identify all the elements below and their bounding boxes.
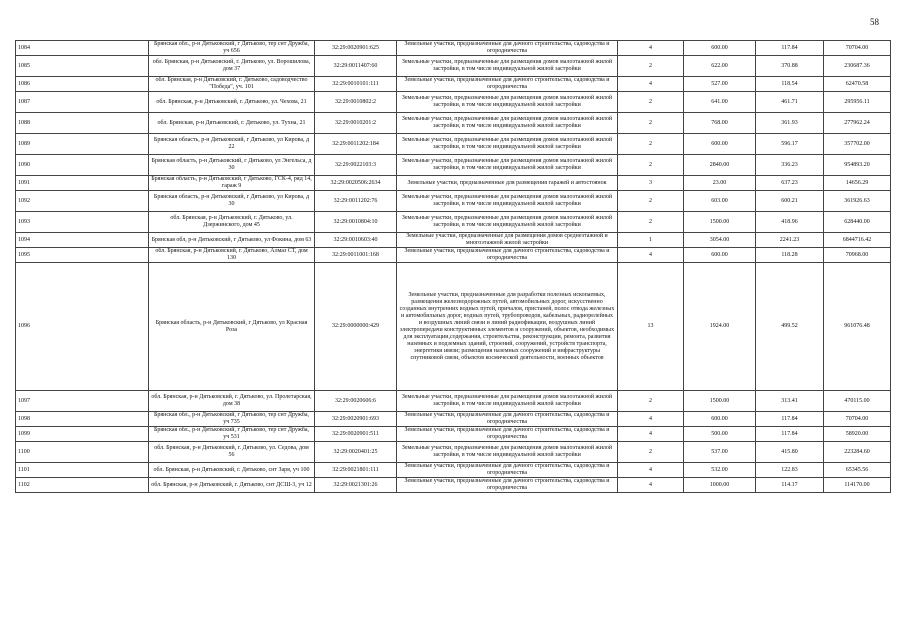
row-cadastral-value: 230687.36 [824, 56, 891, 77]
table-row [16, 92, 891, 113]
row-unit-value: 461.71 [756, 92, 824, 113]
row-category: 2 [618, 92, 684, 113]
row-category: 2 [618, 442, 684, 463]
row-cadastral-number: 32:29:0020901:625 [315, 41, 397, 56]
row-land-use: Земельные участки, предназначенные для дачного строительства, садоводства и огородничества [397, 77, 618, 92]
row-cadastral-number: 32:29:0020606:6 [315, 391, 397, 412]
row-cadastral-number: 32:29:0011202:184 [315, 134, 397, 155]
row-address: Брянская область, р-н Дятьковский, г Дятьково, ул Красная Роза [149, 263, 315, 391]
table-row [16, 412, 891, 427]
row-number: 1093 [16, 212, 149, 233]
table-row [16, 442, 891, 463]
row-cadastral-number: 32:29:0021801:111 [315, 463, 397, 478]
table-row [16, 248, 891, 263]
row-unit-value: 122.83 [756, 463, 824, 478]
row-cadastral-value: 470115.00 [824, 391, 891, 412]
row-number: 1097 [16, 391, 149, 412]
row-number: 1084 [16, 41, 149, 56]
row-unit-value: 600.21 [756, 191, 824, 212]
row-area: 532.00 [684, 463, 756, 478]
row-category: 2 [618, 113, 684, 134]
row-area: 537.00 [684, 442, 756, 463]
row-category: 4 [618, 248, 684, 263]
row-number: 1099 [16, 427, 149, 442]
row-area: 641.00 [684, 92, 756, 113]
row-unit-value: 118.54 [756, 77, 824, 92]
row-address: Брянская область, р-н Дятьковский, г Дятьково, ул Энгельса, д 30 [149, 155, 315, 176]
row-number: 1091 [16, 176, 149, 191]
row-unit-value: 499.52 [756, 263, 824, 391]
row-category: 2 [618, 191, 684, 212]
row-unit-value: 117.84 [756, 41, 824, 56]
table-row [16, 212, 891, 233]
row-land-use: Земельные участки, предназначенные для размещения гаражей и автостоянок [397, 176, 618, 191]
row-address: обл. Брянская, р-н Дятьковский, г. Дятьково, ул. Седова, дом 56 [149, 442, 315, 463]
table-row [16, 463, 891, 478]
row-category: 2 [618, 212, 684, 233]
row-category: 2 [618, 134, 684, 155]
row-land-use: Земельные участки, предназначенные для размещения домов малоэтажной жилой застройки, в том числе индивидуальной жилой застройки [397, 191, 618, 212]
row-unit-value: 415.80 [756, 442, 824, 463]
row-cadastral-number: 32:29:0020506:2634 [315, 176, 397, 191]
row-address: Брянская обл, р-н Дятьковский, г Дятьково, ул Фокина, дом 63 [149, 233, 315, 248]
table-row [16, 233, 891, 248]
row-cadastral-value: 65345.56 [824, 463, 891, 478]
row-land-use: Земельные участки, предназначенные для размещения домов малоэтажной жилой застройки, в том числе индивидуальной жилой застройки [397, 92, 618, 113]
row-category: 4 [618, 77, 684, 92]
row-category: 1 [618, 233, 684, 248]
table-row [16, 56, 891, 77]
row-cadastral-number: 32:29:0020901:511 [315, 427, 397, 442]
row-category: 13 [618, 263, 684, 391]
row-unit-value: 418.96 [756, 212, 824, 233]
row-land-use: Земельные участки, предназначенные для размещения домов малоэтажной жилой застройки, в том числе индивидуальной жилой застройки [397, 155, 618, 176]
row-cadastral-value: 70704.00 [824, 41, 891, 56]
table-body [16, 41, 891, 493]
row-unit-value: 596.17 [756, 134, 824, 155]
table-row [16, 134, 891, 155]
row-category: 4 [618, 412, 684, 427]
row-area: 1500.00 [684, 212, 756, 233]
row-address: обл. Брянская, р-н Дятьковский, г. Дятьково, ул. Ворошилова, дом 37 [149, 56, 315, 77]
row-land-use: Земельные участки, предназначенные для дачного строительства, садоводства и огородничества [397, 478, 618, 493]
row-address: Брянская обл., р-н Дятьковский, г Дятьково, тер снт Дружба, уч 531 [149, 427, 315, 442]
table-row [16, 77, 891, 92]
row-address: обл. Брянская, р-н Дятьковский, г. Дятьково, снт Заря, уч 100 [149, 463, 315, 478]
row-cadastral-value: 295956.11 [824, 92, 891, 113]
row-unit-value: 361.93 [756, 113, 824, 134]
row-cadastral-number: 32:29:0010101:111 [315, 77, 397, 92]
row-address: Брянская область, р-н Дятьковский, г Дятьково, ГСК-4, ряд 14, гараж 9 [149, 176, 315, 191]
land-registry-table [15, 40, 891, 493]
row-unit-value: 637.23 [756, 176, 824, 191]
table-row [16, 478, 891, 493]
row-address: обл. Брянская, р-н Дятьковский, г. Дятьково, садоводчество "Победа", уч. 101 [149, 77, 315, 92]
row-cadastral-value: 58920.00 [824, 427, 891, 442]
row-area: 1500.00 [684, 391, 756, 412]
row-land-use: Земельные участки, предназначенные для разработки полезных ископаемых, размещения железнодорожных путей, автомобильных дорог, искусственно созданных внутренних водных путей, причалов, пристаней, полос отвода железных и автомобильных дорог, водных путей, трубопроводов, кабельных, радиорелейных и воздушных линий связи и линий радиофикации, воздушных линий электропередачи конструктивных элементов и сооружений, объектов, необходимых для эксплуатации,содержания, строительства, реконструкции, ремонта, развития наземных и подземных зданий, строений, сооружений, устройств транспорта, энергетики ивязи; размещения наземных сооружений и инфраструктуры спутниковой связи, объектов космической деятельности, военных объектов [397, 263, 618, 391]
page-number: 58 [870, 17, 879, 27]
row-unit-value: 118.28 [756, 248, 824, 263]
row-category: 3 [618, 176, 684, 191]
row-area: 603.00 [684, 191, 756, 212]
row-land-use: Земельные участки, предназначенные для дачного строительства, садоводства и огородничества [397, 427, 618, 442]
row-category: 2 [618, 56, 684, 77]
row-area: 600.00 [684, 412, 756, 427]
row-cadastral-value: 954893.20 [824, 155, 891, 176]
table-row [16, 155, 891, 176]
row-land-use: Земельные участки, предназначенные для размещения домов малоэтажной жилой застройки, в том числе индивидуальной жилой застройки [397, 442, 618, 463]
row-number: 1088 [16, 113, 149, 134]
row-cadastral-value: 223284.60 [824, 442, 891, 463]
row-unit-value: 2241.23 [756, 233, 824, 248]
row-category: 4 [618, 41, 684, 56]
row-land-use: Земельные участки, предназначенные для размещения домов малоэтажной жилой застройки, в том числе индивидуальной жилой застройки [397, 134, 618, 155]
row-number: 1089 [16, 134, 149, 155]
row-number: 1100 [16, 442, 149, 463]
row-land-use: Земельные участки, предназначенные для дачного строительства, садоводства и огородничества [397, 41, 618, 56]
row-address: обл. Брянская, р-н Дятьковский, г. Дятьково, Алмаз СТ, дом 130 [149, 248, 315, 263]
row-land-use: Земельные участки, предназначенные для дачного строительства, садоводства и огородничества [397, 248, 618, 263]
row-number: 1090 [16, 155, 149, 176]
row-cadastral-value: 628440.00 [824, 212, 891, 233]
row-unit-value: 313.41 [756, 391, 824, 412]
row-cadastral-number: 32:29:0022103:3 [315, 155, 397, 176]
row-area: 1924.00 [684, 263, 756, 391]
row-cadastral-value: 277962.24 [824, 113, 891, 134]
row-area: 600.00 [684, 134, 756, 155]
row-land-use: Земельные участки, предназначенные для размещения домов малоэтажной жилой застройки, в том числе индивидуальной жилой застройки [397, 113, 618, 134]
row-number: 1086 [16, 77, 149, 92]
row-area: 1000.00 [684, 478, 756, 493]
row-category: 4 [618, 427, 684, 442]
row-number: 1095 [16, 248, 149, 263]
row-area: 500.00 [684, 427, 756, 442]
row-area: 2840.00 [684, 155, 756, 176]
row-cadastral-value: 62470.58 [824, 77, 891, 92]
row-number: 1087 [16, 92, 149, 113]
row-category: 2 [618, 155, 684, 176]
row-address: обл. Брянская, р-н Дятьковский, г. Дятьково, снт ДСШ-3, уч 12 [149, 478, 315, 493]
row-cadastral-value: 357702.00 [824, 134, 891, 155]
row-land-use: Земельные участки, предназначенные для дачного строительства, садоводства и огородничества [397, 412, 618, 427]
table-row [16, 391, 891, 412]
row-address: обл. Брянская, р-н Дятьковский, г. Дятьково, ул. Пролетарская, дом 38 [149, 391, 315, 412]
row-cadastral-value: 14656.29 [824, 176, 891, 191]
row-cadastral-number: 32:29:0010603:40 [315, 233, 397, 248]
row-unit-value: 336.23 [756, 155, 824, 176]
row-category: 4 [618, 478, 684, 493]
row-address: Брянская обл., р-н Дятьковский, г Дятьково, тер снт Дружба, уч 735 [149, 412, 315, 427]
row-area: 600.00 [684, 248, 756, 263]
row-number: 1092 [16, 191, 149, 212]
row-category: 2 [618, 391, 684, 412]
row-address: обл. Брянская, р-н Дятьковский, г. Дятьково, ул. Чехова, 21 [149, 92, 315, 113]
table-row [16, 176, 891, 191]
table-row [16, 113, 891, 134]
row-cadastral-number: 32:29:0011407:60 [315, 56, 397, 77]
row-unit-value: 117.84 [756, 412, 824, 427]
table-row [16, 191, 891, 212]
row-cadastral-value: 961076.48 [824, 263, 891, 391]
row-number: 1098 [16, 412, 149, 427]
row-cadastral-number: 32:29:0020901:693 [315, 412, 397, 427]
row-area: 600.00 [684, 41, 756, 56]
row-land-use: Земельные участки, предназначенные для размещения домов среднеэтажной и многоэтажной жилой застройки [397, 233, 618, 248]
row-cadastral-number: 32:29:0011001:168 [315, 248, 397, 263]
row-cadastral-number: 32:29:0011202:76 [315, 191, 397, 212]
row-number: 1101 [16, 463, 149, 478]
row-address: Брянская область, р-н Дятьковский, г Дятьково, ул Кирова, д 30 [149, 191, 315, 212]
row-number: 1094 [16, 233, 149, 248]
row-unit-value: 114.17 [756, 478, 824, 493]
row-cadastral-number: 32:29:0000000:429 [315, 263, 397, 391]
row-cadastral-number: 32:29:0010804:10 [315, 212, 397, 233]
row-address: Брянская обл., р-н Дятьковский, г Дятьково, тер снт Дружба, уч 656 [149, 41, 315, 56]
table-row [16, 41, 891, 56]
row-address: обл. Брянская, р-н Дятьковский, г. Дятьково, ул. Дзержинского, дом 45 [149, 212, 315, 233]
row-land-use: Земельные участки, предназначенные для дачного строительства, садоводства и огородничества [397, 463, 618, 478]
row-land-use: Земельные участки, предназначенные для размещения домов малоэтажной жилой застройки, в том числе индивидуальной жилой застройки [397, 212, 618, 233]
row-cadastral-value: 70968.00 [824, 248, 891, 263]
row-area: 768.00 [684, 113, 756, 134]
row-area: 527.00 [684, 77, 756, 92]
row-area: 3054.00 [684, 233, 756, 248]
row-cadastral-number: 32:29:0010802:2 [315, 92, 397, 113]
row-cadastral-number: 32:29:0010201:2 [315, 113, 397, 134]
row-cadastral-value: 70704.00 [824, 412, 891, 427]
row-area: 23.00 [684, 176, 756, 191]
row-number: 1085 [16, 56, 149, 77]
row-number: 1096 [16, 263, 149, 391]
row-area: 622.00 [684, 56, 756, 77]
row-number: 1102 [16, 478, 149, 493]
row-cadastral-number: 32:29:0021301:26 [315, 478, 397, 493]
row-cadastral-value: 361926.63 [824, 191, 891, 212]
row-cadastral-number: 32:29:0020401:25 [315, 442, 397, 463]
row-category: 4 [618, 463, 684, 478]
row-land-use: Земельные участки, предназначенные для размещения домов малоэтажной жилой застройки, в том числе индивидуальной жилой застройки [397, 56, 618, 77]
table-row [16, 427, 891, 442]
row-address: обл. Брянская, р-н Дятьковский, г. Дятьково, ул. Тухна, 21 [149, 113, 315, 134]
row-unit-value: 370.88 [756, 56, 824, 77]
row-cadastral-value: 6844716.42 [824, 233, 891, 248]
row-cadastral-value: 114170.00 [824, 478, 891, 493]
row-land-use: Земельные участки, предназначенные для размещения домов малоэтажной жилой застройки, в том числе индивидуальной жилой застройки [397, 391, 618, 412]
row-address: Брянская область, р-н Дятьковский, г Дятьково, ул Кирова, д 22 [149, 134, 315, 155]
table-row [16, 263, 891, 391]
row-unit-value: 117.84 [756, 427, 824, 442]
